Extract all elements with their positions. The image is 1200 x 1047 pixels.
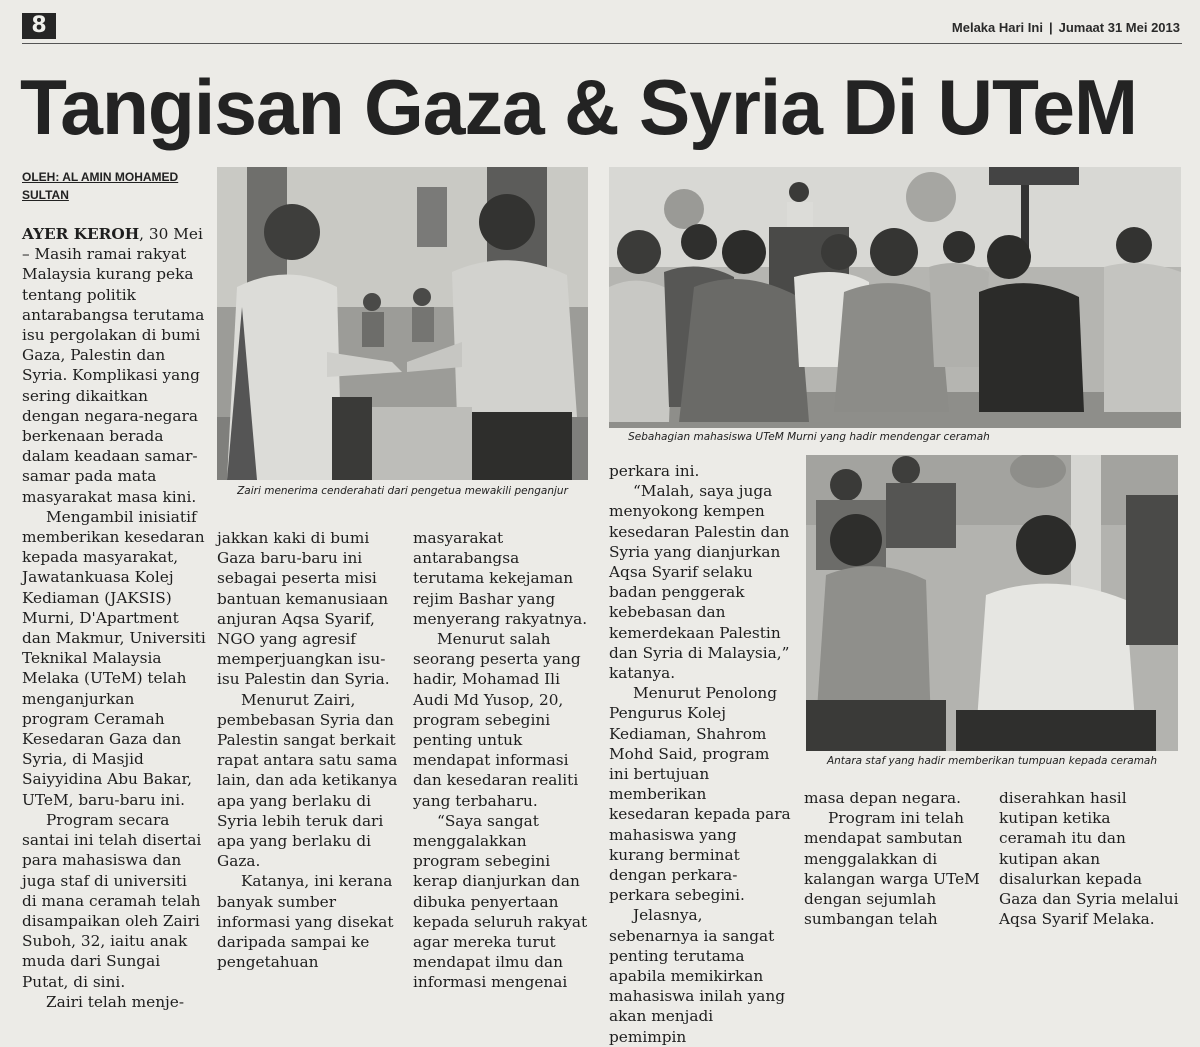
- paragraph: Menurut Zairi, pembebasan Syria dan Palestin sangat berkait rapat antara satu sama lain, dan ada ketikanya apa yang berlaku di Syria lebih teruk dari apa yang berlaku di Gaza.: [217, 690, 398, 871]
- photo-audience-caption: Sebahagian mahasiswa UTeM Murni yang hadir mendengar ceramah: [628, 431, 990, 443]
- paragraph: Jelasnya, sebenarnya ia sangat penting terutama apabila memikirkan mahasiswa inilah yang akan menjadi pemimpin: [609, 906, 786, 1046]
- headline: Tangisan Gaza & Syria Di UTeM: [20, 63, 1138, 151]
- publication-name: Melaka Hari Ini: [951, 20, 1043, 35]
- paragraph: “Saya sangat menggalakkan program sebegini kerap dianjurkan dan dibuka penyertaan kepada seluruh rakyat agar mereka turut mendapat ilmu dan informasi mengenai: [413, 811, 588, 992]
- article-column-2: [217, 528, 399, 972]
- paragraph: diserahkan hasil kutipan ketika ceramah itu dan kutipan akan disalurkan kepada Gaza dan Syria melalui Aqsa Syarif Melaka.: [999, 789, 1179, 929]
- photo-audience-image: [609, 167, 1181, 428]
- paragraph: [22, 224, 206, 507]
- photo-audience: [609, 167, 1181, 428]
- paragraph: jakkan kaki di bumi Gaza baru-baru ini sebagai peserta misi bantuan kemanusiaan anjuran Aqsa Syarif, NGO yang agresif memperjuangkan isu-isu Palestin dan Syria.: [217, 529, 390, 689]
- paragraph: Katanya, ini kerana banyak sumber informasi yang disekat daripada sampai ke pengetahuan: [217, 872, 394, 972]
- photo-staff-caption: Antara staf yang hadir memberikan tumpuan kepada ceramah: [826, 755, 1158, 767]
- paragraph: Zairi telah menje-: [46, 992, 185, 1011]
- paragraph: masyarakat antarabangsa terutama kekejaman rejim Bashar yang menyerang rakyatnya.: [413, 529, 588, 628]
- paragraph: Program ini telah mendapat sambutan menggalakkan di kalangan warga UTeM dengan sejumlah sumbangan telah: [804, 809, 980, 929]
- article-column-3: [413, 528, 593, 993]
- byline: OLEH: AL AMIN MOHAMED SULTAN: [22, 170, 179, 202]
- masthead-separator: |: [1048, 20, 1053, 35]
- paragraph: Menurut salah seorang peserta yang hadir, Mohamad Ili Audi Md Yusop, 20, program sebegini penting untuk mendapat informasi dan kesedaran realiti yang terbaharu.: [413, 630, 581, 810]
- paragraph-text: , 30 Mei – Masih ramai rakyat Malaysia kurang peka tentang politik antarabangsa terutama isu pergolakan di bumi Gaza, Palestin dan Syria. Komplikasi yang sering dikaitkan dengan negara-negara berkenaan berada dalam keadaan samar-samar pada mata masyarakat masa kini.: [22, 225, 205, 506]
- article-column-4: [609, 461, 791, 1047]
- article-column-5: [804, 788, 984, 929]
- dateline: AYER KEROH: [22, 225, 140, 243]
- paragraph: Mengambil inisiatif memberikan kesedaran kepada masyarakat, Jawatankuasa Kolej Kediaman (JAKSIS) Murni, D'Apartment dan Makmur, Universiti Teknikal Malaysia Melaka (UTeM) telah menganjurkan program Ceramah Kesedaran Gaza dan Syria, di Masjid Saiyyidina Abu Bakar, UTeM, baru-baru ini.: [22, 507, 206, 809]
- article-column-6: [999, 788, 1181, 929]
- paragraph: perkara ini.: [609, 462, 700, 480]
- issue-date: Jumaat 31 Mei 2013: [1058, 20, 1180, 35]
- photo-handshake: [217, 167, 588, 480]
- paragraph: Program secara santai ini telah disertai para mahasiswa dan juga staf di universiti di mana ceramah telah disampaikan oleh Zairi Suboh, 32, iaitu anak muda dari Sungai Putat, di sini.: [22, 810, 202, 991]
- photo-staff-image: [806, 455, 1178, 751]
- photo-staff: [806, 455, 1178, 751]
- paragraph: masa depan negara.: [804, 789, 962, 807]
- paragraph: Menurut Penolong Pengurus Kolej Kediaman, Shahrom Mohd Said, program ini bertujuan memberikan kesedaran kepada para mahasiswa yang kurang berminat dengan perkara-perkara sebegini.: [609, 684, 791, 905]
- page-number: 8: [22, 13, 56, 39]
- masthead: [952, 20, 1180, 35]
- photo-handshake-caption: Zairi menerima cenderahati dari pengetua mewakili penganjur: [237, 485, 568, 497]
- article-column-1: [22, 224, 206, 1012]
- header-rule: [22, 43, 1182, 44]
- photo-handshake-image: [217, 167, 588, 480]
- paragraph: “Malah, saya juga menyokong kempen kesedaran Palestin dan Syria yang dianjurkan Aqsa Syarif selaku badan penggerak kebebasan dan kemerdekaan Palestin dan Syria di Malaysia,” katanya.: [609, 482, 790, 683]
